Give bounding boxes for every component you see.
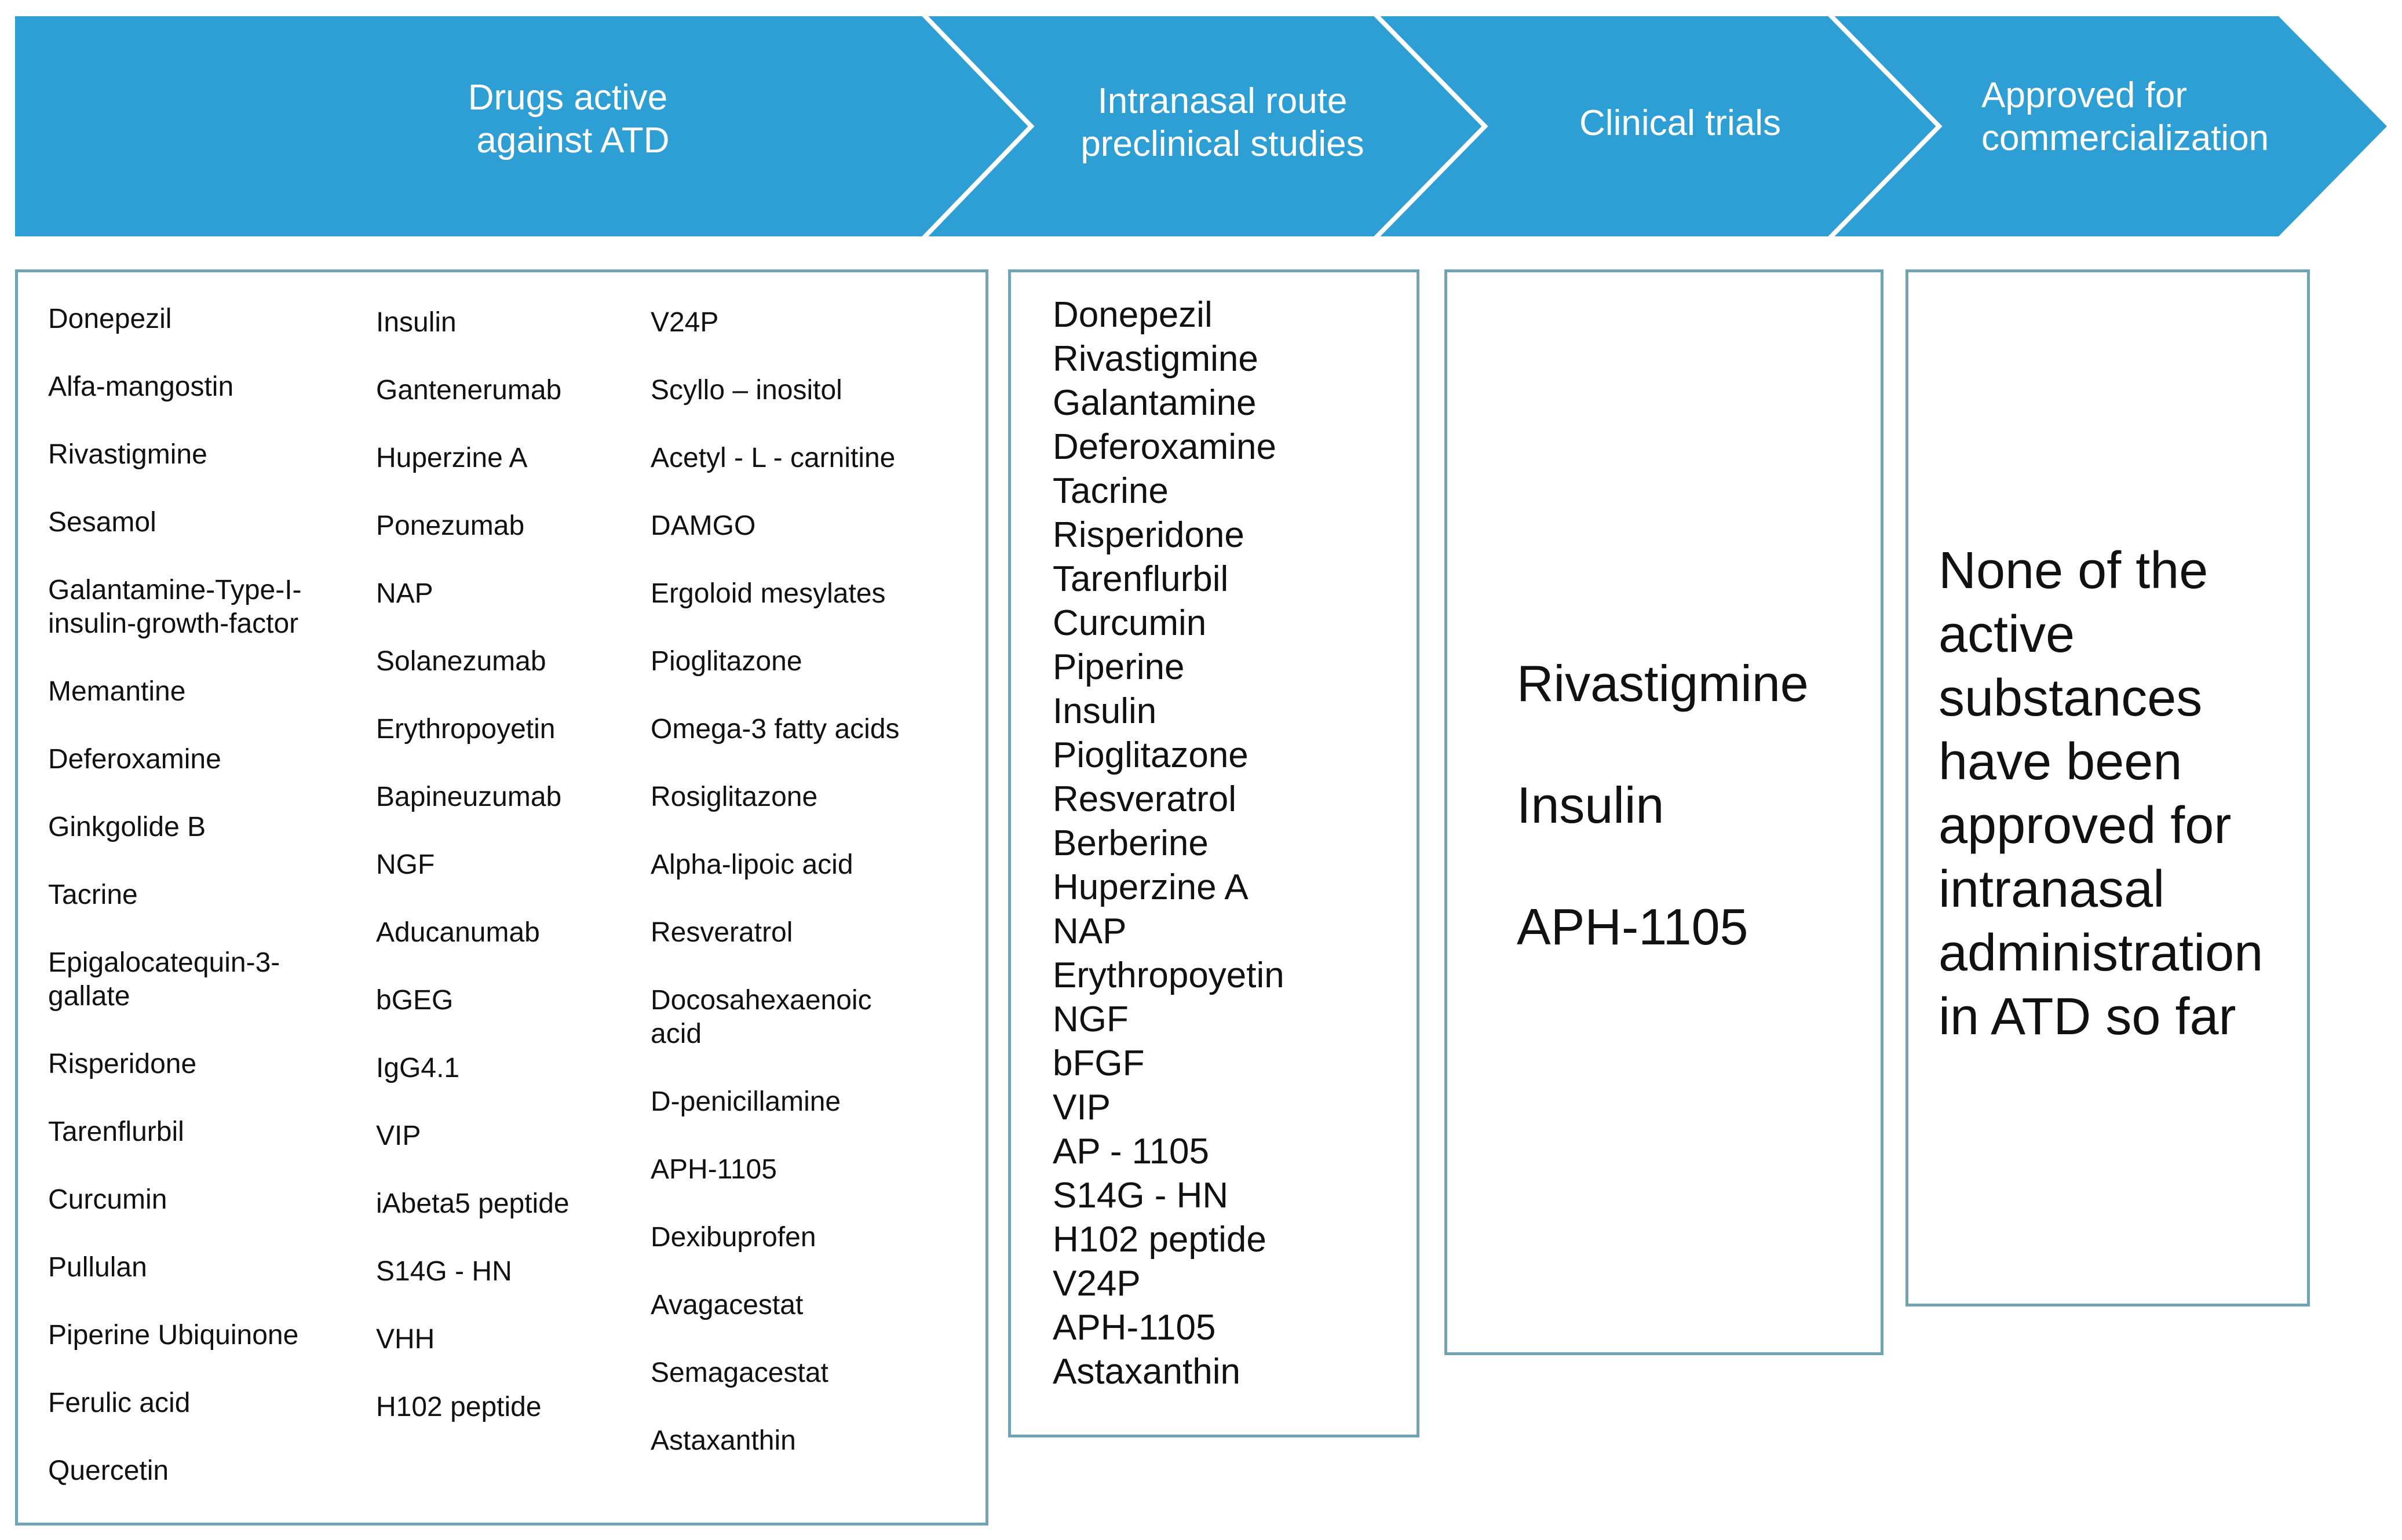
- drug-name-line: Dexibuprofen: [651, 1222, 816, 1253]
- drug-name-line: Epigalocatequin-3-: [48, 947, 280, 978]
- drug-name-line: Huperzine A: [376, 443, 528, 473]
- drug-name-line: acid: [651, 1019, 702, 1049]
- stage-line: Drugs active: [468, 78, 668, 118]
- preclinical-drug-item: Risperidone: [1053, 515, 1244, 555]
- drug-name-line: Donepezil: [48, 304, 172, 334]
- approved-note-line: in ATD so far: [1939, 988, 2236, 1046]
- drug-list-item: [651, 713, 900, 746]
- drug-list-item: [376, 306, 457, 340]
- drug-list-item: [48, 302, 171, 336]
- drug-name-line: NGF: [376, 849, 435, 880]
- drug-name-line: gallate: [48, 981, 130, 1012]
- panel-intranasal-preclinical: [1008, 269, 1419, 1437]
- stage-line: Intranasal route: [1097, 81, 1348, 121]
- drug-name-line: Tacrine: [48, 880, 138, 910]
- drug-name-line: Deferoxamine: [48, 744, 221, 775]
- drug-list-item: [48, 370, 233, 404]
- drug-name-line: Tarenflurbil: [48, 1116, 184, 1147]
- drug-list-item: [48, 1319, 298, 1352]
- drug-list-item: [48, 1454, 169, 1488]
- stage-line: commercialization: [1981, 118, 2269, 158]
- drug-name-line: bGEG: [376, 985, 454, 1016]
- drug-name-line: Insulin: [376, 307, 457, 338]
- preclinical-drug-item: APH-1105: [1053, 1308, 1216, 1348]
- drug-list-item: [651, 509, 755, 543]
- preclinical-drug-item: Pioglitazone: [1053, 735, 1249, 775]
- drug-name-line: VHH: [376, 1324, 435, 1355]
- preclinical-drug-item: Curcumin: [1053, 603, 1207, 643]
- approved-note-line: approved for: [1939, 797, 2232, 855]
- stage-line: against ATD: [476, 121, 670, 160]
- drug-list-item: [48, 811, 206, 844]
- drug-list-item: [48, 506, 156, 539]
- drug-list-item: [48, 878, 138, 912]
- preclinical-drug-item: Tarenflurbil: [1053, 559, 1229, 599]
- drug-name-line: H102 peptide: [376, 1392, 542, 1422]
- drug-list-item: [48, 1386, 190, 1420]
- preclinical-drug-list: [1053, 293, 1284, 1394]
- drug-name-line: Ferulic acid: [48, 1388, 191, 1418]
- drug-list-item: [48, 1251, 147, 1284]
- drug-list-item: [48, 1183, 167, 1217]
- approved-note-line: substances: [1939, 669, 2203, 727]
- drug-list-item: [376, 1391, 542, 1424]
- drug-list-item: [651, 1424, 796, 1458]
- stage-label-drugs-active: [440, 76, 695, 162]
- drug-name-line: D-penicillamine: [651, 1086, 841, 1117]
- drug-name-line: Curcumin: [48, 1184, 167, 1215]
- preclinical-drug-item: NGF: [1053, 999, 1129, 1039]
- preclinical-drug-item: Deferoxamine: [1053, 427, 1276, 467]
- drug-name-line: Sesamol: [48, 507, 156, 538]
- drug-list-item: [376, 1255, 512, 1289]
- drug-list-item: [651, 577, 886, 611]
- preclinical-drug-item: Insulin: [1053, 691, 1157, 731]
- drug-list-item: [651, 306, 718, 340]
- clinical-trial-drug: APH-1105: [1517, 898, 1748, 955]
- drug-list-item: [376, 916, 540, 950]
- drug-name-line: Gantenerumab: [376, 375, 562, 406]
- drug-list-item: [48, 675, 185, 709]
- drug-list-item: [376, 713, 556, 746]
- preclinical-drug-item: Berberine: [1053, 823, 1209, 863]
- drug-list-item: [651, 1221, 816, 1254]
- drug-name-line: Alpha-lipoic acid: [651, 849, 853, 880]
- drug-list-item: [376, 577, 433, 611]
- drug-list-item: [48, 743, 221, 776]
- clinical-trial-drug: Insulin: [1517, 776, 1664, 834]
- drug-list-item: [376, 441, 528, 475]
- drug-list-item: [376, 509, 524, 543]
- drug-list-item: [376, 848, 435, 882]
- preclinical-drug-item: H102 peptide: [1053, 1220, 1266, 1260]
- drug-name-line: Erythropoyetin: [376, 714, 556, 745]
- drug-name-line: Docosahexaenoic: [651, 985, 872, 1016]
- drug-name-line: Ergoloid mesylates: [651, 578, 886, 609]
- drug-list-item: [651, 1289, 803, 1322]
- drug-list-item: [651, 441, 895, 475]
- drug-list-item: [651, 645, 802, 678]
- drug-name-line: Ponezumab: [376, 510, 525, 541]
- drug-list-item: [376, 1119, 421, 1153]
- preclinical-drug-item: Donepezil: [1053, 295, 1213, 335]
- drug-name-line: V24P: [651, 307, 719, 338]
- drug-name-line: iAbeta5 peptide: [376, 1188, 570, 1219]
- panel-drugs-active: [15, 269, 988, 1526]
- drug-name-line: Resveratrol: [651, 917, 793, 948]
- preclinical-drug-item: Resveratrol: [1053, 779, 1236, 819]
- drug-name-line: Aducanumab: [376, 917, 540, 948]
- stage-line: Approved for: [1981, 75, 2187, 115]
- panel-clinical-trials: [1444, 269, 1883, 1355]
- drug-name-line: Pioglitazone: [651, 646, 802, 677]
- drug-list-item: [48, 946, 280, 1013]
- stage-line: preclinical studies: [1080, 124, 1364, 164]
- preclinical-drug-item: Astaxanthin: [1053, 1352, 1240, 1392]
- drug-name-line: Rivastigmine: [48, 439, 207, 470]
- drug-name-line: Avagacestat: [651, 1290, 804, 1320]
- panel-approved: [1905, 269, 2310, 1307]
- drug-name-line: insulin-growth-factor: [48, 608, 299, 639]
- drug-list-item: [651, 1356, 828, 1390]
- drug-name-line: Risperidone: [48, 1049, 197, 1079]
- drug-name-line: NAP: [376, 578, 433, 609]
- drug-name-line: Memantine: [48, 676, 186, 707]
- drug-name-line: Omega-3 fatty acids: [651, 714, 900, 745]
- preclinical-drug-item: Piperine: [1053, 647, 1185, 687]
- approved-note: [1939, 539, 2321, 1049]
- preclinical-drug-item: NAP: [1053, 911, 1127, 951]
- drug-list-item: [651, 1085, 841, 1119]
- preclinical-drug-item: Erythropoyetin: [1053, 955, 1284, 995]
- drug-name-line: VIP: [376, 1121, 421, 1151]
- approved-note-line: active: [1939, 605, 2075, 663]
- drug-list-item: [651, 780, 817, 814]
- drug-list-item: [48, 1048, 196, 1081]
- drug-list-item: [376, 984, 453, 1017]
- stage-label-intranasal-preclinical: [1060, 80, 1385, 166]
- drug-name-line: Alfa-mangostin: [48, 371, 234, 402]
- stage-label-clinical-trials: [1529, 102, 1831, 145]
- preclinical-drug-item: Rivastigmine: [1053, 339, 1258, 379]
- drug-name-line: Pullulan: [48, 1252, 147, 1283]
- drug-list-item: [651, 374, 842, 407]
- clinical-trial-drug: Rivastigmine: [1517, 655, 1809, 712]
- drug-list-item: [651, 984, 872, 1051]
- drug-list-item: [376, 374, 561, 407]
- drug-list-item: [376, 1052, 459, 1085]
- drug-list-item: [376, 780, 561, 814]
- drug-list-item: [376, 645, 546, 678]
- preclinical-drug-item: Tacrine: [1053, 471, 1169, 511]
- preclinical-drug-item: VIP: [1053, 1088, 1111, 1127]
- drug-name-line: APH-1105: [651, 1154, 777, 1185]
- stage-label-approved: [1981, 74, 2306, 160]
- drug-name-line: Piperine Ubiquinone: [48, 1320, 299, 1351]
- drug-name-line: Bapineuzumab: [376, 782, 562, 812]
- drug-list-item: [48, 1115, 184, 1149]
- drug-name-line: Semagacestat: [651, 1357, 828, 1388]
- preclinical-drug-item: V24P: [1053, 1264, 1141, 1304]
- preclinical-drug-item: bFGF: [1053, 1043, 1145, 1083]
- drug-list-item: [651, 1153, 777, 1187]
- drug-list-item: [651, 848, 853, 882]
- preclinical-drug-item: S14G - HN: [1053, 1176, 1229, 1216]
- drug-name-line: Astaxanthin: [651, 1425, 796, 1456]
- drug-list-item: [376, 1323, 435, 1356]
- drug-list-item: [376, 1187, 570, 1221]
- drug-name-line: Solanezumab: [376, 646, 546, 677]
- drug-name-line: Ginkgolide B: [48, 812, 206, 842]
- drug-list-item: [48, 438, 207, 472]
- approved-note-line: administration: [1939, 924, 2264, 982]
- drug-name-line: Acetyl - L - carnitine: [651, 443, 896, 473]
- drug-name-line: S14G - HN: [376, 1256, 512, 1287]
- approved-note-line: have been: [1939, 733, 2182, 791]
- drug-name-line: Galantamine-Type-I-: [48, 575, 302, 605]
- approved-note-line: None of the: [1939, 542, 2208, 600]
- drug-name-line: DAMGO: [651, 510, 756, 541]
- drug-name-line: Quercetin: [48, 1455, 169, 1486]
- stage-line: Clinical trials: [1579, 103, 1781, 143]
- drug-list-item: [651, 916, 793, 950]
- approved-note-line: intranasal: [1939, 860, 2165, 918]
- drug-name-line: Rosiglitazone: [651, 782, 818, 812]
- drug-name-line: IgG4.1: [376, 1053, 460, 1083]
- preclinical-drug-item: Galantamine: [1053, 383, 1257, 423]
- drug-name-line: Scyllo – inositol: [651, 375, 842, 406]
- preclinical-drug-item: Huperzine A: [1053, 867, 1249, 907]
- preclinical-drug-item: AP - 1105: [1053, 1132, 1210, 1172]
- drug-list-item: [48, 574, 302, 641]
